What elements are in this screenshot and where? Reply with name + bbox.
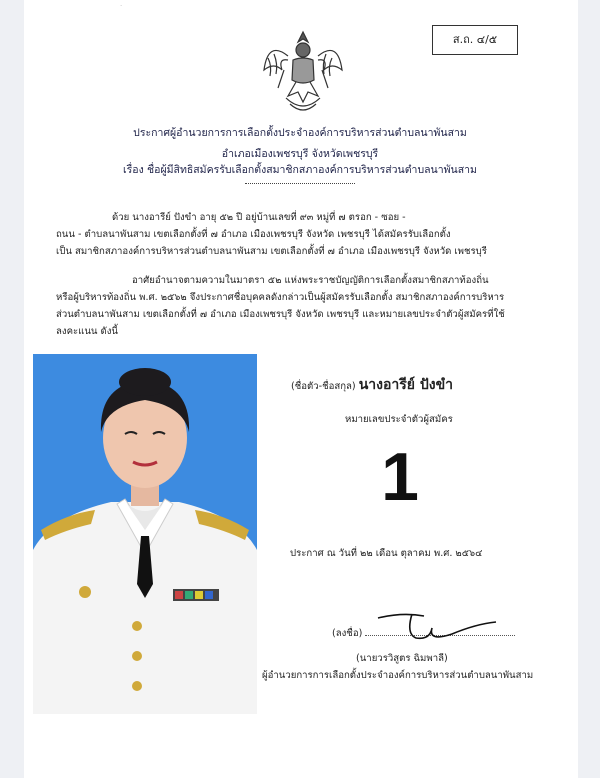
sign-label: (ลงชื่อ)	[332, 628, 363, 639]
signer-name: (นายวรวิสูตร ฉิมพาลี)	[356, 653, 448, 664]
handwritten-signature-icon	[372, 608, 502, 648]
header-line-1: ประกาศผู้อำนวยการการเลือกตั้งประจำองค์การบริหารส่วนตำบลนาพันสาม	[133, 127, 467, 139]
paragraph2-line: ส่วนตำบลนาพันสาม เขตเลือกตั้งที่ ๗ อำเภอ เมืองเพชรบุรี จังหวัด เพชรบุรี และหมายเลขประจำตัวผู้สมัครที่ใช้	[56, 309, 505, 320]
paragraph-applicant	[56, 209, 526, 260]
header-divider	[245, 183, 355, 184]
form-code-box: ส.ถ. ๔/๕	[432, 25, 518, 55]
candidate-name-row	[291, 374, 453, 396]
candidate-portrait-illustration	[33, 354, 257, 714]
candidate-photo	[33, 354, 257, 714]
paragraph1-line: ด้วย นางอารีย์ ปังขำ อายุ ๕๒ ปี อยู่บ้านเลขที่ ๙๓ หมู่ที่ ๗ ตรอก - ซอย -	[112, 212, 406, 223]
garuda-emblem-icon	[258, 30, 348, 118]
paragraph1-line: ถนน - ตำบลนาพันสาม เขตเลือกตั้งที่ ๗ อำเภอ เมืองเพชรบุรี จังหวัด เพชรบุรี ได้สมัครรับเลือกตั้ง	[56, 229, 451, 240]
signer-title: ผู้อำนวยการการเลือกตั้งประจำองค์การบริหารส่วนตำบลนาพันสาม	[262, 670, 534, 681]
paragraph2-line: ลงคะแนน ดังนี้	[56, 326, 118, 337]
header-line-3: เรื่อง ชื่อผู้มีสิทธิสมัครรับเลือกตั้งสมาชิกสภาองค์การบริหารส่วนตำบลนาพันสาม	[123, 164, 477, 176]
candidate-number-label: หมายเลขประจำตัวผู้สมัคร	[345, 414, 453, 425]
paragraph2-line: อาศัยอำนาจตามความในมาตรา ๕๒ แห่งพระราชบัญญัติการเลือกตั้งสมาชิกสภาท้องถิ่น	[132, 275, 489, 286]
candidate-name: นางอารีย์ ปังขำ	[358, 377, 454, 393]
candidate-number: 1	[381, 439, 419, 515]
faded-top-mark: ·	[120, 2, 123, 10]
paragraph2-line: หรือผู้บริหารท้องถิ่น พ.ศ. ๒๕๖๒ จึงประกาศชื่อบุคคลดังกล่าวเป็นผู้สมัครรับเลือกตั้ง สมาชิกสภาองค์การบริหาร	[56, 292, 505, 303]
header-line-2: อำเภอเมืองเพชรบุรี จังหวัดเพชรบุรี	[221, 148, 379, 160]
paragraph1-line: เป็น สมาชิกสภาองค์การบริหารส่วนตำบลนาพันสาม เขตเลือกตั้งที่ ๗ อำเภอ เมืองเพชรบุรี จังหวัด เพชรบุรี	[56, 246, 487, 257]
paragraph-legal-basis	[56, 272, 526, 340]
candidate-name-label: (ชื่อตัว-ชื่อสกุล)	[291, 381, 356, 392]
announce-date: ประกาศ ณ วันที่ ๒๒ เดือน ตุลาคม พ.ศ. ๒๕๖๔	[290, 548, 483, 559]
